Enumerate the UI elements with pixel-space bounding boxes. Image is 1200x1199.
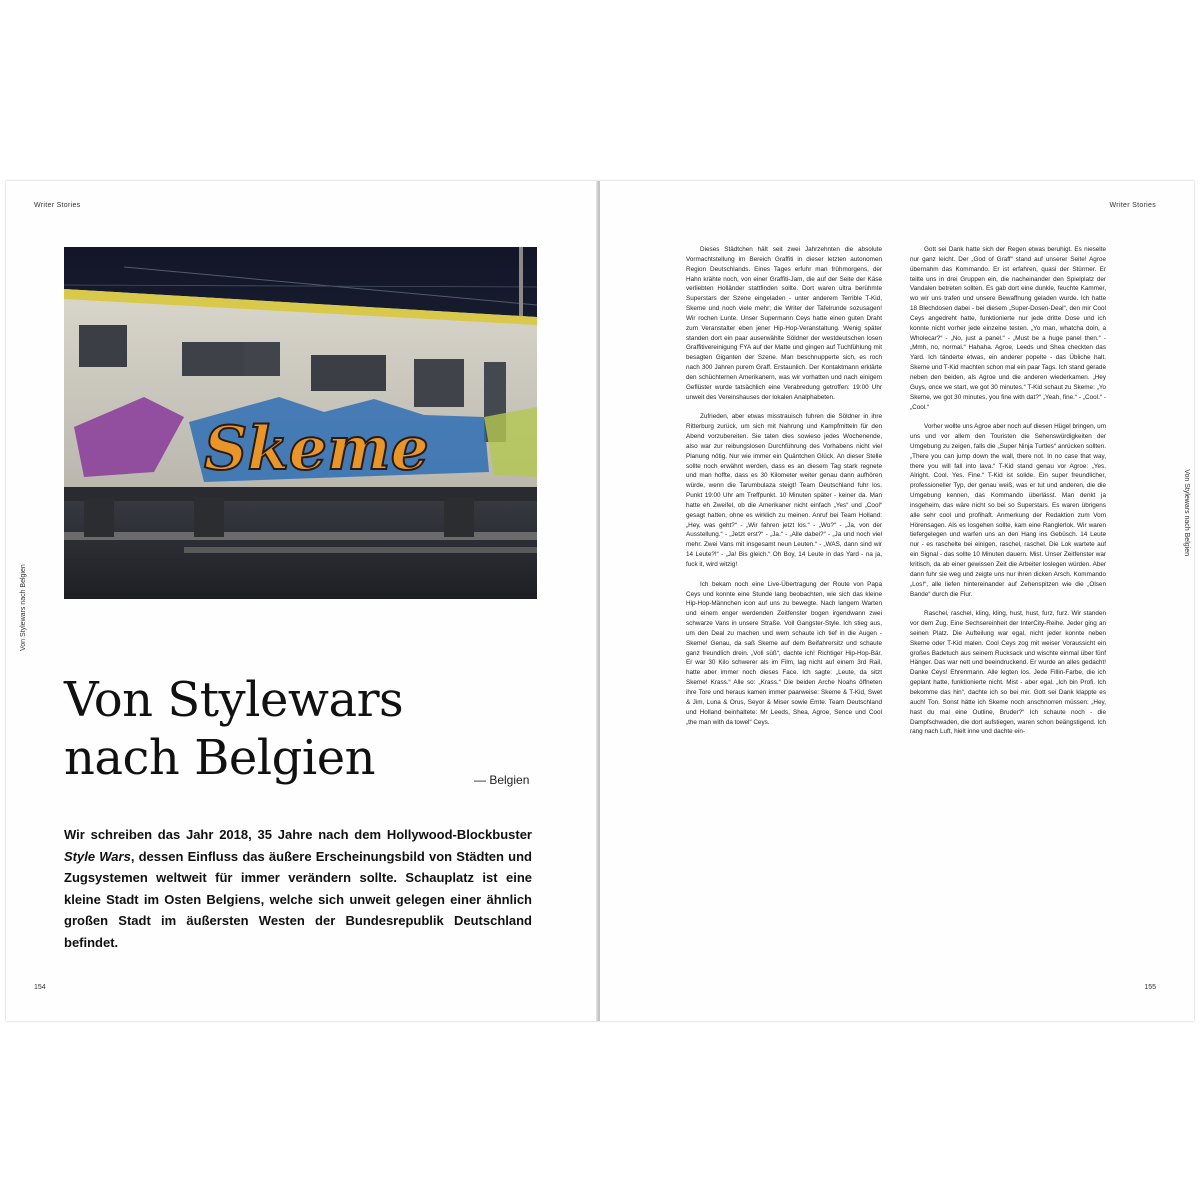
side-label: Von Stylewars nach Belgien — [20, 564, 27, 651]
page-number: 154 — [34, 984, 46, 991]
body-paragraph: Ich bekam noch eine Live-Übertragung der Route von Papa Ceys und konnte eine Stunde lang beobachten, wie sich das kleine Hip-Hop-Männchen icon auf uns zu bewegte. Nach langem Warten und einem enger werdenden Zeitfenster bogen irgendwann zwei schwarze Vans in unsere Straße. Voll Gangster-Style. Ich stieg aus, um den Deal zu machen und wem schaute ich tief in die Augen - Skeme! Genau, da saß Skeme auf dem Beifahrersitz und schaute ganz freundlich drein. „Voll süß“, dachte ich! Richtiger Hip-Hop-Bär. Er war 30 Kilo schwerer als im Film, lag nicht auf einem 3rd Rail, hatte aber immer noch dieses Face. Ich sagte: „Leute, da sitzt Skeme! Krass.“ Alle so: „Krass.“ Die beiden Arche Noahs öffneten ihre Tore und heraus kamen immer paarweise: Skeme & T-Kid, Swet & Jim, Luna & Orus, Seyor & Miser sowie Emte. Team Deutschland und Holland beinhaltete: Mr Leeds, Shea, Agroe, Sence und Cool „the man with da towel“ Ceys. — [686, 580, 882, 726]
side-label: Von Stylewars nach Belgien — [1183, 469, 1190, 556]
lead-text-2: , dessen Einfluss das äußere Erscheinungsbild von Städten und Zugsystemen weltweit für immer verändern sollte. Schauplatz ist eine kleine Stadt im Osten Belgiens, welche sich unweit gelegen einer ähnlich großen Stadt im äußersten Westen der Bundesrepublik Deutschland befindet. — [64, 848, 532, 950]
graffiti-tag: Skeme — [204, 414, 429, 484]
title-line-2: nach Belgien — [64, 730, 376, 786]
body-paragraph: Gott sei Dank hatte sich der Regen etwas beruhigt. Es nieselte nur ganz leicht. Der „God of Graff“ stand auf unserer Seite! Agroe übernahm das Kommando. Er ist erfahren, quasi der Stürmer. Er teilte uns in drei Gruppen ein, die nacheinander den Spielplatz der Vandalen betreten sollten. Es gab dort eine dunkle, feuchte Kammer, wo wir uns trafen und unsere Bewaffnung geladen wurde. Ich hatte 18 Blechdosen dabei - bei diesem „Super-Dosen-Deal“, den mir Cool Ceys angedreht hatte, funktionierte nur jede dritte Dose und ich konnte nicht vorher jede einzelne testen. „Yo man, whatcha doin, a Wholecar?“ - „No, just a panel.“ - „Must be a huge panel then.“ - „Mmh, no, normal.“ Hahaha. Agroe, Leeds und Shea checkten das Yard. Ich tänderte etwas, ein anderer popelte - das Übliche halt. Skeme und T-Kid machten schon mal ein paar Tags. Ich stand gerade neben den beiden, als Agroe und die anderen wiederkamen. „Hey Guys, once we start, we got 30 minutes.“ T-Kid schaut zu Skeme: „Yo Skeme, we got 30 minutes, you fine with dat?“ „Yeah, fine.“ - „Cool.“ - „Cool.“ — [910, 246, 1106, 411]
body-paragraph: Vorher wollte uns Agroe aber noch auf diesen Hügel bringen, um uns und vor allem den Touristen die Sehenswürdigkeiten der Umgebung zu zeigen, falls die „Super Ninja Turtles“ anrücken sollten. „There you can jump down the wall, there not. In no case that way, there you will fall into lava.“ T-Kid stand genau vor Agroe: „Yes. Alright. Cool. Yes. Fine.“ T-Kid ist solide. Ein super freundlicher, professioneller Typ, der genau weiß, was er tut und anderen, die die Umgebung kennen, das Kommando überlässt. Man denkt ja insgeheim, das wäre nicht so bei so Superstars. Es waren übrigens alle sehr cool und profihaft. Anmerkung der Redaktion zum Vom Hörensagen. Als es losgehen sollte, kam eine Ranglerlok. Wir waren tiefergelegen und warfen uns an den Hang ins Gebüsch. 14 Leute nur - es raschelte bei einigen, raschel, raschel. Die Lok wartete auf ein Signal - das sollte 10 Minuten dauern. Mist. Unser Zeitfenster war kritisch, da ab einer gewissen Zeit die Arbeiter loslegen würden. Aber dann fuhr sie weg und zeigte uns nur ihren dicken Arsch. Kommando „Los!“, alle liefen hintereinander auf Zehenspitzen wie die „Olsen Bande“ durch die Flur. — [910, 423, 1106, 598]
body-paragraph: Dieses Städtchen hält seit zwei Jahrzehnten die absolute Vormachtstellung im Bereich Graffiti in dieser letzten autonomen Region Deutschlands. Eines Tages erfuhr man frühmorgens, der Hahn krähte noch, von einer Graffiti-Jam, die auf der Seite der Käse verliebten Holländer stattfinden sollte. Dort waren ultra berühmte Superstars der Szene eingeladen - unter anderem Terrible T-Kid, Skeme und noch viele mehr; die Writer der Tafelrunde sozusagen! Wir rochen Lunte. Unser Supermann Ceys hatte einen guten Draht zum Veranstalter eben jener Hip-Hop-Veranstaltung. Wenig später standen dort ein paar auserwählte Söldner der westdeutschen losen Graffitivereinigung FYA auf der Matte und gingen auf Tuchfühlung mit besagten Giganten der Szene. Man beschnupperte sich, es roch nach 300 Jahren purem Graff. Erstaunlich. Der Kontaktmann erklärte den schüchternen Amerikanern, was wir vorhatten und nach einigem Geflüster wurde tatsächlich eine Verabredung getroffen: 19:00 Uhr unweit des Vereinshauses der lokalen Analphabeten. — [686, 246, 882, 401]
running-head: Writer Stories — [34, 202, 81, 209]
article-title — [64, 671, 524, 787]
text-column-1 — [686, 245, 882, 727]
graffiti-train-photo — [64, 247, 537, 599]
left-page — [6, 181, 598, 1021]
running-head: Writer Stories — [1109, 202, 1156, 209]
page-number: 155 — [1144, 984, 1156, 991]
lead-text-1: Wir schreiben das Jahr 2018, 35 Jahre nach dem Hollywood-Blockbuster — [64, 827, 532, 842]
country-label: — Belgien — [474, 773, 530, 787]
right-page — [600, 181, 1194, 1021]
lead-paragraph — [64, 824, 532, 953]
lead-emphasis: Style Wars — [64, 848, 131, 864]
magazine-spread — [6, 181, 1194, 1021]
text-column-2 — [910, 245, 1106, 737]
body-paragraph: Raschel, raschel, kling, kling, hust, hust, furz, furz. Wir standen vor dem Zug. Eine Sechsereinheit der InterCity-Reihe. Jeder ging an seinen Platz. Die Aufteilung war egal, nicht jeder konnte neben Skeme oder T-Kid malen. Cool Ceys zog mit weiser Voraussicht ein großes Badetuch aus seinem Rucksack und wischte einmal über fünf Hänger. Das war nett und beeindruckend. Er wurde an alles gedacht! Danke Ceys! Ehrenmann. Alle legten los. Jede Fillin-Farbe, die ich geplant hatte, funktionierte nicht. Mist - aber egal. „Ich bin Profi. Ich bekomme das hin“, dachte ich so bei mir. Gott sei Dank klappte es auch! Ton. Sonst hätte ich Skeme noch anschnorren müssen: „Hey, hast du mal eine Outline, Bruder?“ Ich schaute noch - die Dampfschwaden, die dort aufstiegen, waren schon beängstigend. Ich rang nach Luft, hielt inne und dachte ein- — [910, 610, 1106, 736]
title-line-1: Von Stylewars — [64, 672, 404, 728]
body-paragraph: Zufrieden, aber etwas misstrauisch fuhren die Söldner in ihre Ritterburg zurück, um sich mit Nahrung und Kampfmitteln für den Abend vorzubereiten. Sie taten dies sowieso jedes Wochenende, also war zur reibungslosen Durchführung des Vorhabens nicht viel Planung nötig. Nur wie immer ein Quäntchen Glück. An dieser Stelle sollte noch erwähnt werden, dass es an diesem Tag stark regnete und man hoffte, dass es 30 Kilometer weiter genau dann aufhören würde, wenn die Tarumbulaza steigt! Team Deutschland fuhr los. Punkt 19:00 Uhr am Treffpunkt. 10 Minuten später - keiner da. Man hatte eh Zweifel, ob die Amerikaner nicht einfach „Yes“ und „Cool“ gesagt hatten, ohne es wirklich zu meinen. Anruf bei Team Holland: „Hey, was geht?“ - „Wir fahren jetzt los.“ - „Wo?“ - „Ja, von der Ausstellung.“ - „Jetzt erst?“ - „Ja.“ - „Alle dabei?“ - „Ja und noch viel mehr. Zwei Vans mit insgesamt neun Leuten.“ - „WAS, dann sind wir 14 Leute?!“ - „Ja! Bis gleich.“ Oh Boy, 14 Leute in das Yard - na ja, fuck it, wird witzig! — [686, 413, 882, 568]
train-illustration — [64, 247, 537, 599]
